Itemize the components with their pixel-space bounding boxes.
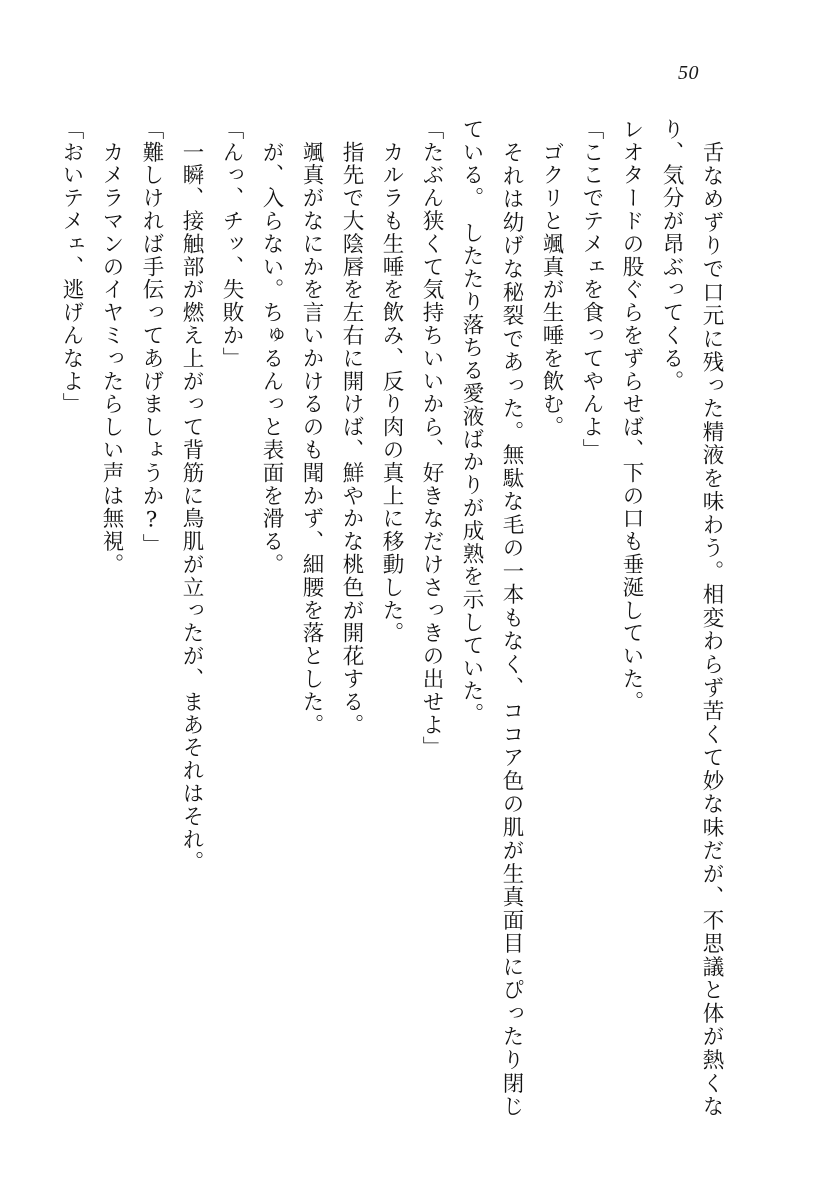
body-text: [59, 118, 731, 1118]
paragraph: カルラも生唾を飲み、反り肉の真上に移動した。: [379, 118, 404, 645]
paragraph: それは幼げな秘裂であった。無駄な毛の一本もなく、ココア色の肌が生真面目にぴったり閉じている。 したたり落ちる愛液ばかりが成熟を示していた。: [459, 118, 524, 1118]
paragraph: レオタードの股ぐらをずらせば、下の口も垂涎していた。: [619, 118, 644, 714]
paragraph: 舌なめずりで口元に残った精液を味わう。相変わらず苦くて妙な味だが、不思議と体が熱くなり、気分が昂ぶってくる。: [659, 118, 724, 1118]
paragraph: 「たぶん狭くて気持ちいいから、好きなだけさっきの出せよ」: [419, 118, 444, 760]
paragraph: ゴクリと颯真が生唾を飲む。: [539, 118, 564, 439]
paragraph: 「ここでテメェを食ってやんよ」: [579, 118, 604, 462]
paragraph: カメラマンのイヤミったらしい声は無視。: [99, 118, 124, 576]
paragraph: 「おいテメェ、逃げんなよ」: [59, 118, 84, 416]
paragraph: 「難しければ手伝ってあげましょうか?」: [139, 118, 164, 557]
paragraph: 一瞬、接触部が燃え上がって背筋に鳥肌が立ったが、まあそれはそれ。: [179, 118, 204, 874]
paragraph: が、入らない。ちゅるんっと表面を滑る。: [259, 118, 284, 576]
paragraph: 「んっ、チッ、失敗か」: [219, 118, 244, 370]
page-number: 50: [678, 62, 699, 84]
paragraph: 颯真がなにかを言いかけるのも聞かず、細腰を落とした。: [299, 118, 324, 737]
paragraph: 指先で大陰唇を左右に開けば、鮮やかな桃色が開花する。: [339, 118, 364, 737]
